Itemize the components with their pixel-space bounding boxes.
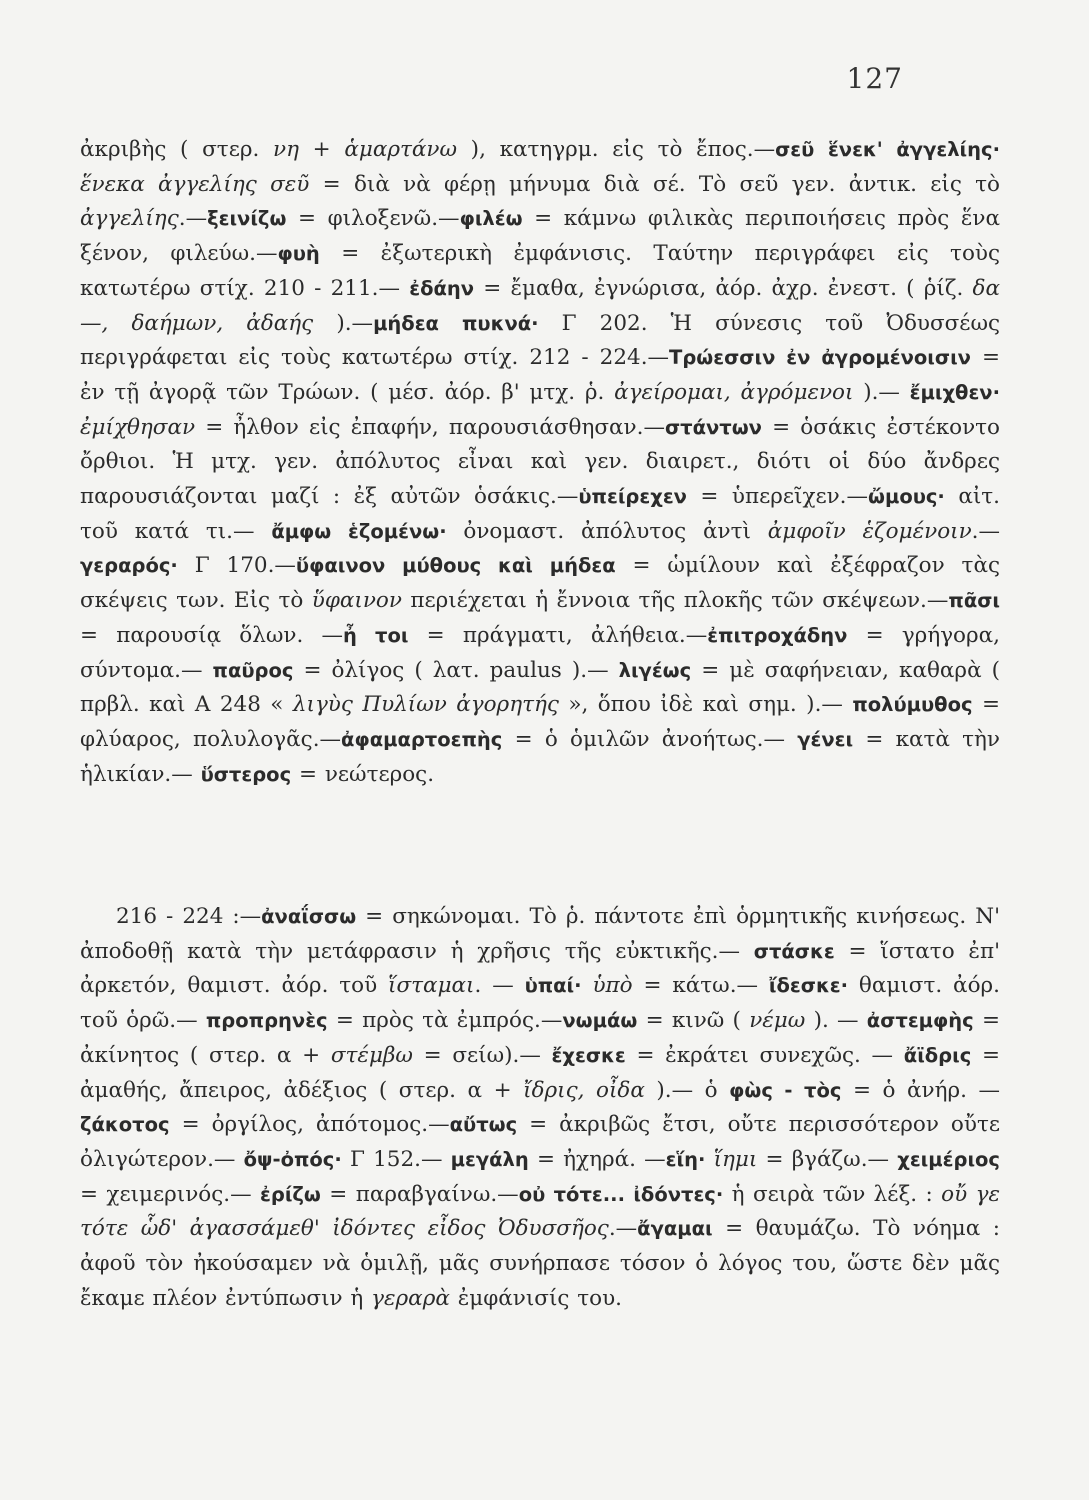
text-run: = φλύαρος, πολυλογᾶς.— xyxy=(80,692,1000,752)
italic-text: δα—, δαήμων, ἀδαής xyxy=(80,275,1000,336)
headword: γένει xyxy=(797,727,854,751)
italic-text: ἀγείρομαι, ἀγρόμενοι xyxy=(614,379,854,405)
headword: ἐπιτροχάδην xyxy=(707,623,848,647)
text-run: ). — xyxy=(805,1008,867,1034)
headword: ὑπαί· xyxy=(524,974,582,998)
headword: ἴδεσκε· xyxy=(768,974,849,998)
headword: μεγάλη xyxy=(450,1147,529,1171)
italic-text: ἐμίχθησαν xyxy=(80,414,196,440)
headword: ἀναΐσσω xyxy=(261,905,357,928)
headword: ὕστερος xyxy=(200,762,292,786)
italic-text: ὕφαινον xyxy=(311,588,402,614)
text-run: .— xyxy=(971,518,1000,544)
headword: ἄγαμαι xyxy=(637,1217,713,1241)
commentary-paragraph xyxy=(80,133,1000,792)
text-run: = θαυμάζω. Τὸ νόημα : ἀφοῦ τὸν ἠκούσαμεν νὰ ὁμιλῇ, μᾶς συνήρπασε τόσον ὁ λόγος του, ὥστε δὲν μᾶς ἔκαμε πλέον ἐντύπωσιν ἡ xyxy=(80,1216,1000,1311)
italic-text: ὑπὸ xyxy=(592,973,633,999)
text-run: = κάτω.— xyxy=(632,973,769,999)
text-run: = ὀργίλος, ἀπότομος.— xyxy=(169,1112,450,1138)
headword: ὑπείρεχεν xyxy=(578,485,687,509)
headword: πολύμυθος xyxy=(852,693,973,717)
text-run: = ἐξωτερικὴ ἐμφάνισις. Ταύτην περιγράφει εἰς τοὺς κατωτέρω στίχ. 210 - 211.— xyxy=(80,241,1000,301)
text-run xyxy=(705,1147,713,1172)
text-run: = γρήγορα, σύντομα.— xyxy=(80,622,1000,683)
text-run: = ὁ ὁμιλῶν ἀνοήτως.— xyxy=(502,726,798,752)
headword: φὼς - τὸς xyxy=(729,1078,842,1102)
text-run: = ἀκριβῶς ἔτσι, οὔτε περισσότερον οὔτε ὀλιγώτερον.— xyxy=(80,1112,1000,1172)
text-run: Γ 202. Ἡ σύνεσις τοῦ Ὀδυσσέως περιγράφεται εἰς τοὺς κατωτέρω στίχ. 212 - 224.— xyxy=(80,310,1001,371)
italic-text: ἕνεκα ἀγγελίης σεῦ xyxy=(80,171,310,197)
italic-text: νη + ἁμαρτάνω xyxy=(273,137,457,162)
headword: ἀστεμφὴς xyxy=(866,1009,974,1033)
italic-text: ἀμφοῖν ἑζομένοιν xyxy=(767,518,972,544)
italic-text: γεραρὰ xyxy=(371,1285,450,1311)
text-run: = ἔμαθα, ἐγνώρισα, ἀόρ. ἀχρ. ἐνεστ. ( ῥίζ. xyxy=(474,275,973,301)
headword: στάσκε xyxy=(753,939,835,963)
text-run: = σείω).— xyxy=(412,1042,552,1068)
text-run: = ὁ ἀνήρ. — xyxy=(841,1077,1000,1103)
headword: μήδεα πυκνά· xyxy=(373,311,539,335)
text-run: ἡ σειρὰ τῶν λέξ. : xyxy=(723,1181,942,1207)
text-run: ἀκριβὴς ( στερ. xyxy=(80,137,273,162)
headword: ἐρίζω xyxy=(260,1182,321,1206)
text-run: .— xyxy=(178,206,208,232)
text-run: = σηκώνομαι. Τὸ ῥ. πάντοτε ἐπὶ ὁρμητικῆς κινήσεως. Ν' ἀποδοθῇ κατὰ τὴν μετάφρασιν ἡ χρῆσις τῆς εὐκτικῆς.— xyxy=(80,904,1000,964)
headword: ἔχεσκε xyxy=(551,1043,626,1067)
headword: ἔμιχθεν· xyxy=(909,380,1000,404)
text-run: = πράγματι, ἀλήθεια.— xyxy=(408,622,708,648)
text-run xyxy=(582,973,593,998)
commentary-paragraph xyxy=(80,900,1000,1316)
headword: ἄμφω ἑζομένω· xyxy=(271,519,447,543)
headword: προπρηνὲς xyxy=(205,1009,328,1033)
headword: γεραρός· xyxy=(80,554,178,578)
text-run: ).— ὁ xyxy=(644,1077,730,1103)
text-run: = μὲ σαφήνειαν, καθαρὰ ( πρβλ. καὶ Α 248 « xyxy=(80,657,1001,718)
text-run: », ὅπου ἰδὲ καὶ σημ. ).— xyxy=(558,692,853,718)
text-run: 216 - 224 :— xyxy=(116,904,262,929)
text-run: . — xyxy=(474,973,525,999)
headword: ὄψ-ὀπός· xyxy=(243,1147,342,1171)
headword: ζάκοτος xyxy=(80,1113,170,1137)
headword: οὐ τότε... ἰδόντες· xyxy=(518,1182,724,1206)
text-run: = παραβγαίνω.— xyxy=(320,1181,519,1207)
text-run: ), κατηγρμ. εἰς τὸ ἔπος.— xyxy=(457,137,776,162)
text-run: = πρὸς τὰ ἐμπρός.— xyxy=(327,1008,563,1034)
italic-text: στέμβω xyxy=(330,1042,413,1068)
headword: ἦ τοι xyxy=(343,623,409,647)
text-run: Γ 152.— xyxy=(341,1146,451,1172)
headword: χειμέριος xyxy=(897,1147,1000,1171)
italic-text: οὔ γε τότε ὧδ' ἀγασσάμεθ' ἰδόντες εἶδος Ὀδυσσῆος xyxy=(80,1181,1000,1242)
headword: πᾶσι xyxy=(948,589,1000,613)
text-run: αἰτ. τοῦ κατά τι.— xyxy=(80,484,1000,544)
text-run: = ἠχηρά. — xyxy=(528,1146,666,1172)
text-run: .— xyxy=(608,1216,638,1242)
headword: φυὴ xyxy=(277,242,320,266)
italic-text: ἴδρις, οἶδα xyxy=(523,1077,645,1103)
text-run: = ὁσάκις ἐστέκοντο ὄρθιοι. Ἡ μτχ. γεν. ἀπόλυτος εἶναι καὶ γεν. διαιρετ., διότι οἱ δύο ἄνδρες παρουσιάζονται μαζί : ἐξ αὐτῶν ὁσάκις.— xyxy=(80,414,1000,510)
headword: ξεινίζω xyxy=(207,207,287,231)
headword: παῦρος xyxy=(212,658,294,682)
text-run: = νεώτερος. xyxy=(291,761,435,787)
text-run: = διὰ νὰ φέρῃ μήνυμα διὰ σέ. Τὸ σεῦ γεν. ἀντικ. εἰς τὸ xyxy=(309,171,1000,197)
text-run: θαμιστ. ἀόρ. τοῦ ὁρῶ.— xyxy=(80,973,1000,1034)
headword: Τρώεσσιν ἐν ἀγρομένοισιν xyxy=(669,346,971,370)
page-number: 127 xyxy=(846,62,903,95)
italic-text: ἵσταμαι xyxy=(388,973,475,999)
headword: ἀφαμαρτοεπὴς xyxy=(341,727,503,751)
text-run: ).— xyxy=(313,310,374,336)
text-run: = ὡμίλουν καὶ ἐξέφραζον τὰς σκέψεις των. Εἰς τὸ xyxy=(80,553,1000,614)
italic-text: λιγὺς Πυλίων ἀγορητής xyxy=(292,692,559,718)
headword: ἐδάην xyxy=(409,276,475,300)
headword: ὕφαινον μύθους καὶ μήδεα xyxy=(295,554,616,578)
text-run: ὀνομαστ. ἀπόλυτος ἀντὶ xyxy=(446,518,768,544)
text-run: = κινῶ ( xyxy=(637,1008,750,1034)
text-run: ἐμφάνισίς του. xyxy=(449,1285,623,1311)
italic-text: ἵημι xyxy=(713,1146,758,1172)
headword: στάντων xyxy=(664,415,762,439)
headword: ἄϊδρις xyxy=(903,1043,972,1067)
headword: αὔτως xyxy=(449,1113,518,1137)
headword: ὤμους· xyxy=(868,485,945,509)
text-run: = φιλοξενῶ.— xyxy=(286,206,460,232)
text-run: = ἦλθον εἰς ἐπαφήν, παρουσιάσθησαν.— xyxy=(195,414,665,440)
text-run: = χειμερινός.— xyxy=(80,1181,260,1207)
text-run: = ἵστατο ἐπ' ἀρκετόν, θαμιστ. ἀόρ. τοῦ xyxy=(80,938,1001,999)
text-run: = παρουσίᾳ ὅλων. — xyxy=(80,622,344,648)
text-run: Γ 170.— xyxy=(177,553,296,579)
headword: νωμάω xyxy=(562,1009,638,1033)
headword: φιλέω xyxy=(459,207,523,231)
text-run: = ὀλίγος ( λατ. paulus ).— xyxy=(293,657,619,683)
text-run: = ἐκράτει συνεχῶς. — xyxy=(625,1042,904,1068)
headword: σεῦ ἕνεκ' ἀγγελίης· xyxy=(775,138,1000,161)
headword: εἵη· xyxy=(665,1147,706,1171)
text-run: = ἀμαθής, ἄπειρος, ἀδέξιος ( στερ. α + xyxy=(80,1042,1001,1103)
text-run: = κάμνω φιλικὰς περιποιήσεις πρὸς ἕνα ξένον, φιλεύω.— xyxy=(80,206,1001,267)
text-run: = ἀκίνητος ( στερ. α + xyxy=(80,1008,1000,1068)
text-run: = βγάζω.— xyxy=(757,1146,898,1172)
headword: λιγέως xyxy=(618,658,692,682)
text-run: περιέχεται ἡ ἔννοια τῆς πλοκῆς τῶν σκέψεων.— xyxy=(401,588,949,614)
text-run: ).— xyxy=(853,379,910,405)
text-run: = ἐν τῇ ἀγορᾷ τῶν Τρώων. ( μέσ. ἀόρ. β' μτχ. ῥ. xyxy=(80,345,1000,405)
italic-text: νέμω xyxy=(749,1008,806,1034)
italic-text: ἀγγελίης xyxy=(80,206,179,232)
text-run: = κατὰ τὴν ἡλικίαν.— xyxy=(80,726,1001,787)
text-run: = ὑπερεῖχεν.— xyxy=(686,484,869,510)
